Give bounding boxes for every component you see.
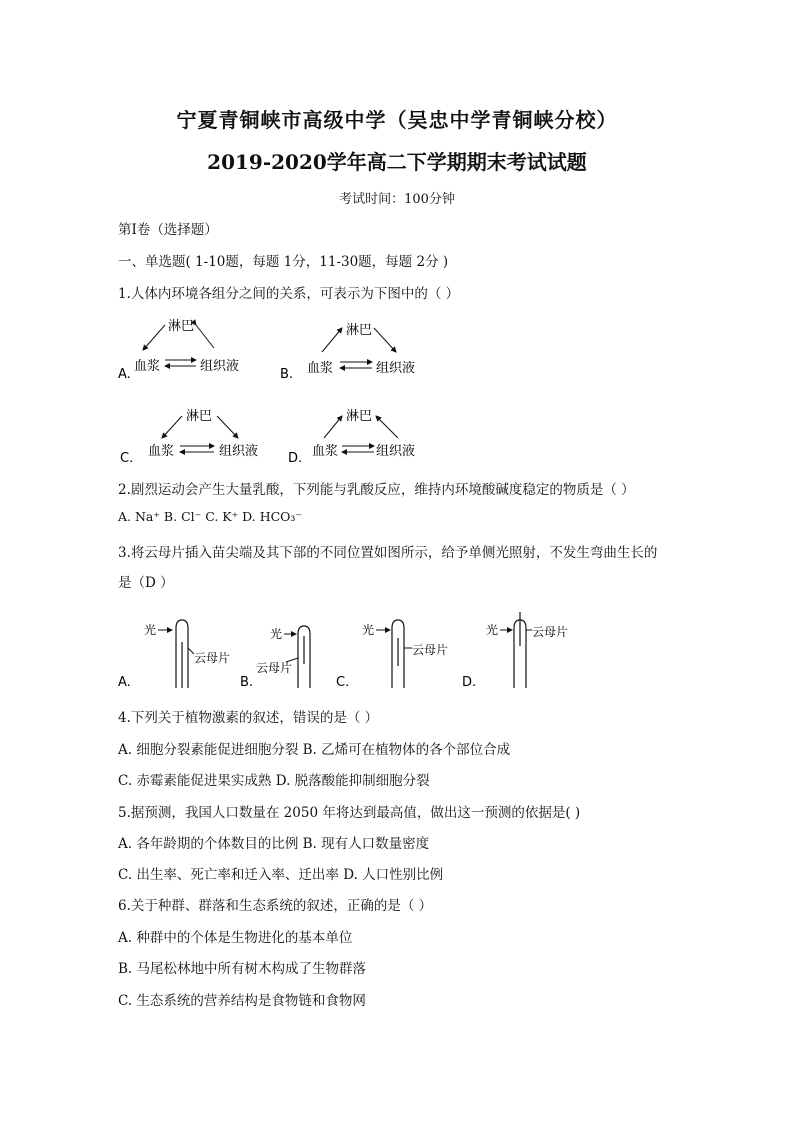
- q4-stem: 4.下列关于植物激素的叙述，错误的是（ ）: [118, 710, 379, 726]
- q1-a-plasma: 血浆: [134, 359, 161, 374]
- q3-stem-line1: 3.将云母片插入苗尖端及其下部的不同位置如图所示，给予单侧光照射，不发生弯曲生长的: [118, 545, 658, 561]
- volume-heading: 第I卷（选择题）: [118, 222, 218, 238]
- q1-c-lymph: 淋巴: [186, 409, 213, 424]
- q3-c-mica: 云母片: [412, 643, 449, 657]
- q1-diagram-a: [118, 318, 239, 382]
- q1-stem: 1.人体内环境各组分之间的关系，可表示为下图中的（ ）: [118, 286, 460, 302]
- q3-label-b: B.: [240, 675, 254, 690]
- q1-c-tissue: 组织液: [219, 444, 259, 459]
- exam-school-title: 宁夏青铜峡市高级中学（吴忠中学青铜峡分校）: [176, 108, 618, 132]
- q1-label-b: B.: [280, 367, 294, 382]
- q5-options-row1: A. 各年龄期的个体数目的比例 B. 现有人口数量密度: [118, 836, 430, 852]
- q3-b-light: 光: [270, 627, 283, 641]
- q3-diagram-c: [336, 620, 448, 690]
- q1-b-tissue: 组织液: [376, 361, 416, 376]
- q1-d-tissue: 组织液: [376, 444, 416, 459]
- q1-d-lymph: 淋巴: [346, 409, 373, 424]
- q1-diagram-c: [120, 408, 258, 466]
- q6-stem: 6.关于种群、群落和生态系统的叙述，正确的是（ ）: [118, 898, 433, 914]
- q3-a-mica: 云母片: [194, 651, 231, 665]
- q5-options-row2: C. 出生率、死亡率和迁入率、迁出率 D. 人口性别比例: [118, 867, 444, 883]
- q3-diagram-b: [240, 626, 310, 690]
- q1-a-tissue: 组织液: [200, 359, 240, 374]
- q1-diagram-d: [288, 408, 415, 466]
- q6-option-a: A. 种群中的个体是生物进化的基本单位: [118, 930, 353, 946]
- q3-d-light: 光: [486, 623, 499, 637]
- q3-diagram-d: [462, 612, 568, 690]
- q3-label-d: D.: [462, 675, 477, 690]
- q1-label-d: D.: [288, 451, 303, 466]
- q1-diagram-b: [280, 322, 415, 382]
- q5-stem: 5.据预测，我国人口数量在 2050 年将达到最高值，做出这一预测的依据是( ): [118, 805, 581, 821]
- q4-options-row2: C. 赤霉素能促进果实成熟 D. 脱落酸能抑制细胞分裂: [118, 773, 430, 789]
- q3-d-mica: 云母片: [532, 625, 569, 639]
- q3-diagram-a: [118, 620, 230, 690]
- q1-c-plasma: 血浆: [148, 444, 175, 459]
- q1-d-plasma: 血浆: [312, 444, 339, 459]
- q1-b-lymph: 淋巴: [346, 323, 373, 338]
- q6-option-b: B. 马尾松林地中所有树木构成了生物群落: [118, 961, 367, 977]
- q3-label-c: C.: [336, 675, 350, 690]
- q1-diagrams: [0, 310, 794, 480]
- q1-label-c: C.: [120, 451, 134, 466]
- q1-b-plasma: 血浆: [307, 361, 334, 376]
- q1-label-a: A.: [118, 367, 131, 382]
- exam-time: 考试时间：100分钟: [339, 192, 455, 207]
- exam-term-title: 2019-2020学年高二下学期期末考试试题: [207, 150, 587, 174]
- q2-stem: 2.剧烈运动会产生大量乳酸，下列能与乳酸反应，维持内环境酸碱度稳定的物质是（ ）: [118, 482, 635, 498]
- section-heading: 一、单选题( 1-10题，每题 1分，11-30题，每题 2分 ): [118, 254, 449, 270]
- q1-a-lymph: 淋巴: [168, 319, 195, 334]
- q4-options-row1: A. 细胞分裂素能促进细胞分裂 B. 乙烯可在植物体的各个部位合成: [118, 742, 511, 758]
- q3-stem-line2: 是（D ）: [118, 575, 174, 591]
- q3-b-mica: 云母片: [256, 661, 293, 675]
- q6-option-c: C. 生态系统的营养结构是食物链和食物网: [118, 993, 366, 1009]
- q3-a-light: 光: [144, 623, 157, 637]
- q3-c-light: 光: [362, 623, 375, 637]
- q3-diagrams: [0, 606, 794, 698]
- q3-label-a: A.: [118, 675, 131, 690]
- q2-options: A. Na⁺ B. Cl⁻ C. K⁺ D. HCO₃⁻: [118, 509, 303, 524]
